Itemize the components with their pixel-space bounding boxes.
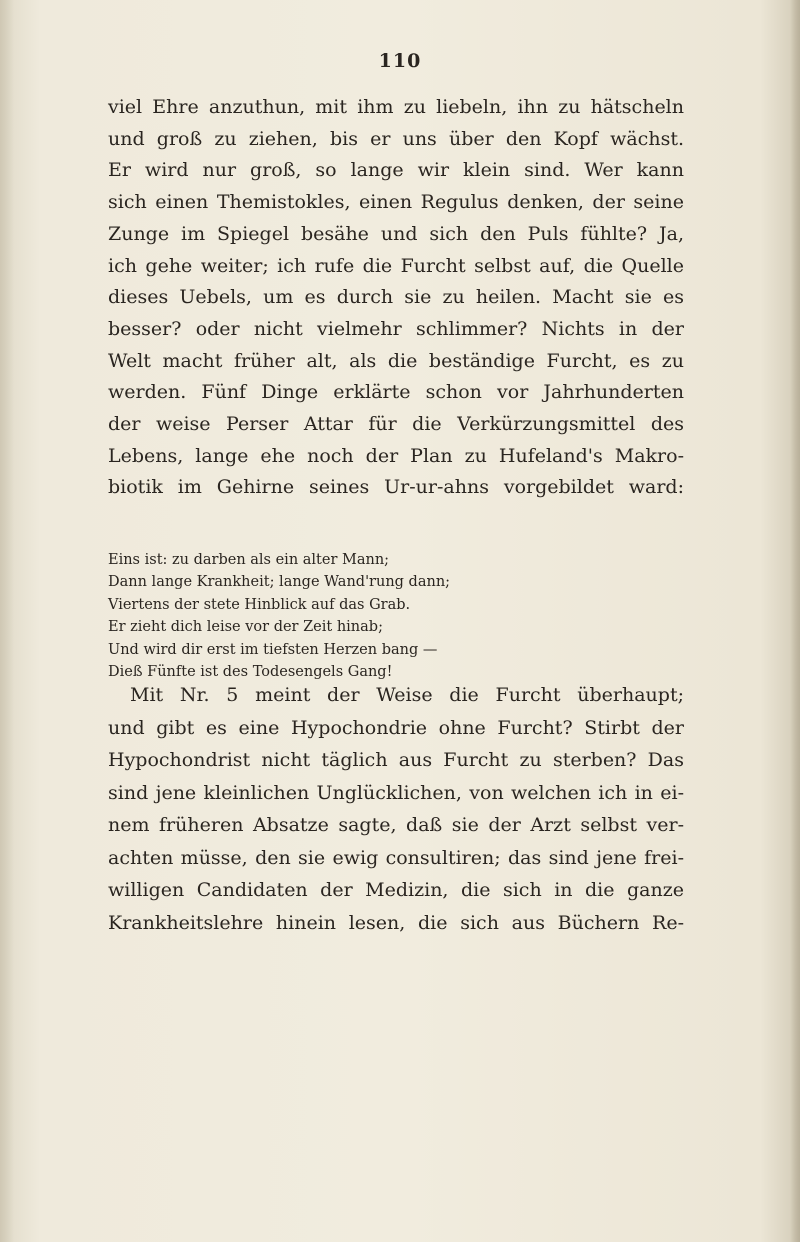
text-line: Welt macht früher alt, als die beständige Furcht, es zu	[108, 349, 684, 372]
poem-line: Viertens der stete Hinblick auf das Grab.	[108, 596, 411, 613]
text-line: ich gehe weiter; ich rufe die Furcht selbst auf, die Quelle	[108, 254, 684, 277]
page-right-edge-shadow	[790, 0, 800, 1242]
text-line: achten müsse, den sie ewig consultiren; das sind jene frei-	[108, 846, 684, 869]
text-line: und gibt es eine Hypochondrie ohne Furcht? Stirbt der	[108, 716, 684, 739]
page-number: 110	[378, 50, 422, 72]
text-line: Mit Nr. 5 meint der Weise die Furcht überhaupt;	[130, 684, 684, 706]
text-line: dieses Uebels, um es durch sie zu heilen. Macht sie es	[108, 286, 684, 309]
poem-line: Er zieht dich leise vor der Zeit hinab;	[108, 619, 383, 636]
page-left-edge-shadow	[0, 0, 14, 1242]
text-line: sind jene kleinlichen Unglücklichen, von welchen ich in ei-	[108, 781, 684, 804]
text-line: biotik im Gehirne seines Ur-ur-ahns vorgebildet ward:	[108, 476, 684, 499]
poem-quotation	[108, 549, 684, 683]
poem-line: Und wird dir erst im tiefsten Herzen bang —	[108, 641, 438, 658]
text-line: viel Ehre anzuthun, mit ihm zu liebeln, ihn zu hätscheln	[108, 96, 684, 118]
text-line: und groß zu ziehen, bis er uns über den Kopf wächst.	[108, 127, 684, 150]
text-line: besser? oder nicht vielmehr schlimmer? Nichts in der	[108, 317, 684, 340]
text-line: willigen Candidaten der Medizin, die sich in die ganze	[108, 879, 684, 901]
text-line: sich einen Themistokles, einen Regulus denken, der seine	[108, 191, 684, 214]
text-line: Lebens, lange ehe noch der Plan zu Hufeland's Makro-	[108, 444, 684, 467]
poem-line: Dieß Fünfte ist des Todesengels Gang!	[108, 664, 393, 681]
paragraph-1	[108, 92, 684, 504]
text-line: der weise Perser Attar für die Verkürzungsmittel des	[108, 413, 684, 436]
poem-line: Dann lange Krankheit; lange Wand'rung dann;	[108, 574, 451, 591]
text-line: werden. Fünf Dinge erklärte schon vor Jahrhunderten	[108, 381, 684, 404]
text-line: Zunge im Spiegel besähe und sich den Puls fühlte? Ja,	[108, 222, 684, 245]
poem-line: Eins ist: zu darben als ein alter Mann;	[108, 552, 390, 568]
text-line: Hypochondrist nicht täglich aus Furcht zu sterben? Das	[108, 749, 684, 771]
paragraph-2	[108, 679, 684, 939]
text-line: Krankheitslehre hinein lesen, die sich aus Büchern Re-	[108, 911, 684, 934]
text-line: nem früheren Absatze sagte, daß sie der Arzt selbst ver-	[108, 814, 684, 836]
text-line: Er wird nur groß, so lange wir klein sind. Wer kann	[108, 159, 684, 182]
